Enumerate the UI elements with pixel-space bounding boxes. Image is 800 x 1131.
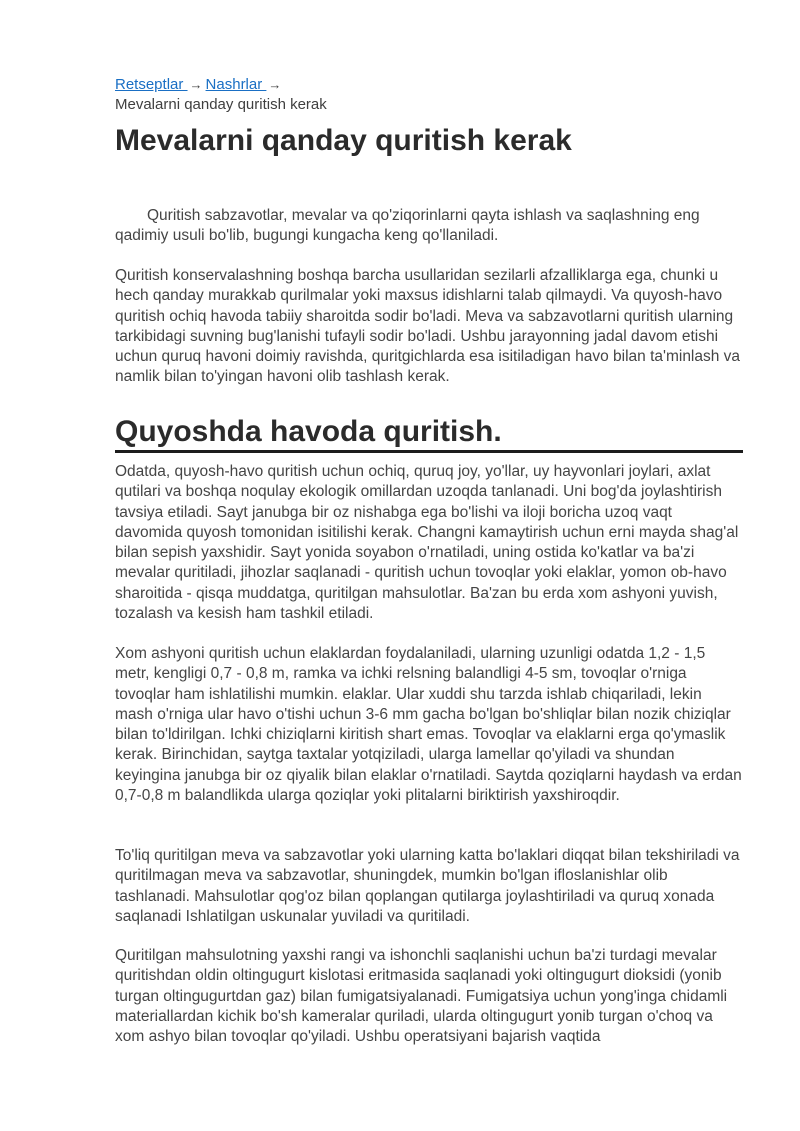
breadcrumb-separator: → bbox=[189, 77, 203, 92]
breadcrumb-separator: → bbox=[268, 77, 282, 92]
breadcrumb-current: Mevalarni qanday quritish kerak bbox=[115, 96, 327, 113]
intro-paragraph: Quritish sabzavotlar, mevalar va qo'ziqorinlarni qayta ishlash va saqlashning eng qadimiy usuli bo'lib, bugungi kungacha keng qo'llaniladi. bbox=[115, 207, 700, 245]
page-title: Mevalarni qanday quritish kerak bbox=[115, 124, 572, 157]
breadcrumb-link-retseptlar[interactable]: Retseptlar bbox=[115, 76, 188, 93]
paragraph-4: To'liq quritilgan meva va sabzavotlar yoki ularning katta bo'laklari diqqat bilan tekshiriladi va quritilmagan meva va sabzavotlar, shuningdek, mumkin bo'lgan ifloslanishlar olib tashlanadi. Mahsulotlar qog'oz bilan qoplangan qutilarga joylashtiriladi va quruq xonada saqlanadi Ishlatilgan uskunalar yuviladi va quritiladi. bbox=[115, 847, 740, 925]
paragraph-3: Xom ashyoni quritish uchun elaklardan foydalaniladi, ularning uzunligi odatda 1,2 - 1,5 metr, kengligi 0,7 - 0,8 m, ramka va ichki relsning balandligi 4-5 sm, tovoqlar o'rniga tovoqlar ham ishlatilishi mumkin. elaklar. Ular xuddi shu tarzda ishlab chiqariladi, lekin mash o'rniga ular havo o'tishi uchun 3-6 mm gacha bo'lgan bo'shliqlar bilan nozik chiziqlar bilan to'ldirilgan. Ichki chiziqlarni kiritish shart emas. Tovoqlar va elaklarni erga qo'ymaslik kerak. Birinchidan, saytga taxtalar yotqiziladi, ularga lamellar qo'yiladi va shundan keyingina janubga bir oz qiyalik bilan elaklar o'rnatiladi. Saytda qoziqlarni haydash va erdan 0,7-0,8 m balandlikda ularga qoziqlar yoki plitalarni biriktirish yaxshiroqdir. bbox=[115, 645, 742, 805]
paragraph-5: Quritilgan mahsulotning yaxshi rangi va ishonchli saqlanishi uchun ba'zi turdagi mevalar quritishdan oldin oltingugurt kislotasi eritmasida saqlanadi yoki oltingugurt dioksidi (yonib turgan oltingugurtdan gaz) bilan fumigatsiyalanadi. Fumigatsiya uchun yong'inga chidamli materiallardan kichik bo'sh kameralar quriladi, ularda oltingugurt yonib turgan o'choq va xom ashyo bilan tovoqlar qo'yiladi. Ushbu operatsiyani bajarish vaqtida bbox=[115, 947, 728, 1046]
breadcrumb-link-nashrlar[interactable]: Nashrlar bbox=[205, 76, 267, 93]
breadcrumb bbox=[115, 76, 284, 94]
section-heading: Quyoshda havoda quritish. bbox=[115, 414, 743, 453]
paragraph-2: Odatda, quyosh-havo quritish uchun ochiq, quruq joy, yo'llar, uy hayvonlari joylari, axlat qutilari va boshqa noqulay ekologik omillardan uzoqda tanlanadi. Uni bog'da joylashtirish tavsiya etiladi. Sayt janubga bir oz nishabga ega bo'lishi va iloji boricha uzoq vaqt davomida quyosh tomonidan isitilishi kerak. Changni kamaytirish uchun erni mayda shag'al bilan sepish yaxshidir. Sayt yonida soyabon o'rnatiladi, uning ostida ko'katlar va ba'zi mevalar quritiladi, jihozlar saqlanadi - quritish uchun tovoqlar yoki elaklar, yomon ob-havo sharoitida - qisqa muddatga, quritilgan mahsulotlar. Ba'zan bu erda xom ashyoni yuvish, tozalash va kesish ham tashkil etiladi. bbox=[115, 463, 739, 623]
paragraph-1: Quritish konservalashning boshqa barcha usullaridan sezilarli afzalliklarga ega, chunki u hech qanday murakkab qurilmalar yoki maxsus idishlarni talab qilmaydi. Va quyosh-havo quritish ochiq havoda tabiiy sharoitda sodir bo'ladi. Meva va sabzavotlarni quritish ularning tarkibidagi suvning bug'lanishi tufayli sodir bo'ladi. Ushbu jarayonning jadal davom etishi uchun quruq havoni doimiy ravishda, quritgichlarda esa isitiladigan havo bilan ta'minlash va namlik bilan to'yingan havoni olib tashlash kerak. bbox=[115, 267, 741, 386]
